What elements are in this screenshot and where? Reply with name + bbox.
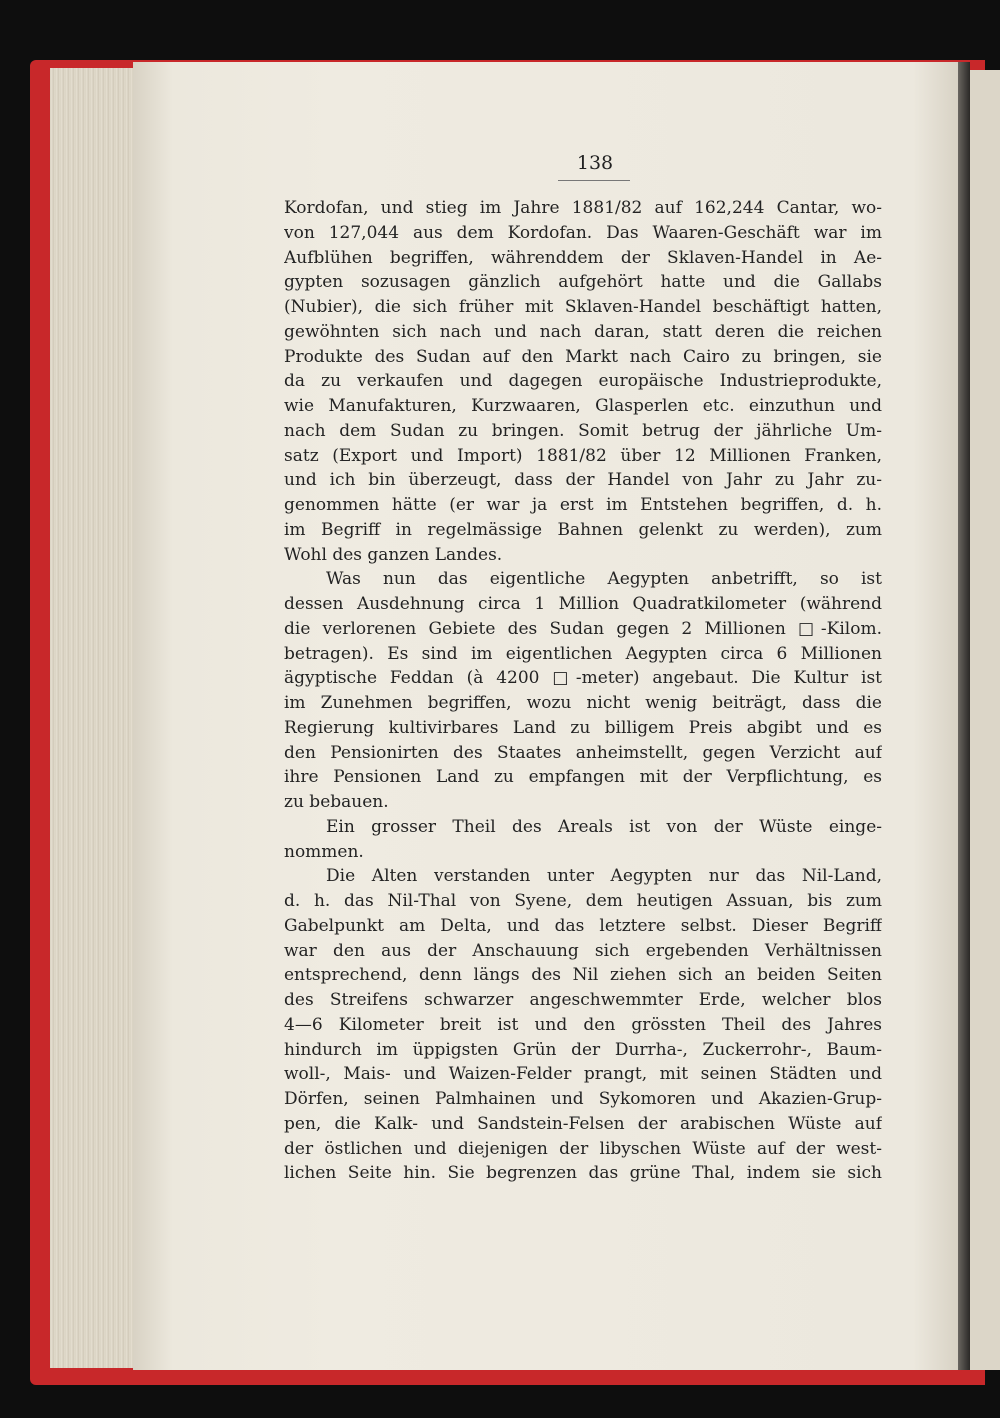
- text-line: entsprechend, denn längs des Nil ziehen sich an beiden Seiten: [284, 965, 882, 986]
- text-line: war den aus der Anschauung sich ergebenden Verhältnissen: [284, 940, 882, 961]
- text-line: den Pensionirten des Staates anheimstellt, gegen Verzicht auf: [284, 742, 882, 763]
- text-line: gewöhnten sich nach und nach daran, statt deren die reichen: [284, 321, 882, 342]
- text-line: Dörfen, seinen Palmhainen und Sykomoren und Akazien-Grup-: [284, 1089, 882, 1109]
- text-line: hindurch im üppigsten Grün der Durrha-, Zuckerrohr-, Baum-: [284, 1039, 882, 1060]
- text-line: betragen). Es sind im eigentlichen Aegypten circa 6 Millionen: [284, 643, 882, 664]
- text-line: im Zunehmen begriffen, wozu nicht wenig beiträgt, dass die: [284, 693, 882, 713]
- text-line: der östlichen und diejenigen der libyschen Wüste auf der west-: [284, 1138, 882, 1159]
- text-line: (Nubier), die sich früher mit Sklaven-Handel beschäftigt hatten,: [284, 297, 882, 317]
- text-line: Produkte des Sudan auf den Markt nach Cairo zu bringen, sie: [284, 346, 882, 367]
- text-line: des Streifens schwarzer angeschwemmter Erde, welcher blos: [284, 990, 882, 1010]
- text-line: Aufblühen begriffen, währenddem der Sklaven-Handel in Ae-: [284, 247, 882, 268]
- text-line: woll-, Mais- und Waizen-Felder prangt, mit seinen Städten und: [284, 1064, 882, 1085]
- text-line: nommen.: [284, 841, 364, 862]
- text-line: genommen hätte (er war ja erst im Entstehen begriffen, d. h.: [284, 495, 882, 515]
- text-line: zu bebauen.: [284, 792, 389, 812]
- page-number: 138: [576, 152, 614, 174]
- page-edges: [50, 68, 135, 1368]
- text-line: im Begriff in regelmässige Bahnen gelenkt zu werden), zum: [284, 519, 882, 540]
- text-line: lichen Seite hin. Sie begrenzen das grüne Thal, indem sie sich: [284, 1163, 882, 1184]
- text-line: dessen Ausdehnung circa 1 Million Quadratkilometer (während: [284, 594, 882, 614]
- text-line: nach dem Sudan zu bringen. Somit betrug der jährliche Um-: [284, 420, 882, 441]
- text-line: ihre Pensionen Land zu empfangen mit der Verpflichtung, es: [284, 767, 882, 788]
- facing-page-edge: [968, 70, 1000, 1370]
- text-line: ägyptische Feddan (à 4200 □-meter) angebaut. Die Kultur ist: [284, 668, 882, 689]
- text-line: die verlorenen Gebiete des Sudan gegen 2 Millionen □-Kilom.: [284, 618, 882, 639]
- text-line: da zu verkaufen und dagegen europäische Industrieprodukte,: [284, 371, 882, 392]
- text-line: Was nun das eigentliche Aegypten anbetrifft, so ist: [326, 569, 882, 590]
- book-gutter: [958, 62, 970, 1370]
- text-line: Regierung kultivirbares Land zu billigem Preis abgibt und es: [284, 717, 882, 738]
- text-line: pen, die Kalk- und Sandstein-Felsen der arabischen Wüste auf: [284, 1113, 882, 1134]
- text-line: Wohl des ganzen Landes.: [284, 544, 503, 565]
- text-line: gypten sozusagen gänzlich aufgehört hatte und die Gallabs: [284, 272, 882, 293]
- page-number-rule: [558, 180, 630, 181]
- text-line: Gabelpunkt am Delta, und das letztere selbst. Dieser Begriff: [284, 915, 882, 936]
- text-line: Ein grosser Theil des Areals ist von der Wüste einge-: [326, 816, 882, 837]
- text-line: von 127,044 aus dem Kordofan. Das Waaren-Geschäft war im: [284, 222, 882, 243]
- text-line: d. h. das Nil-Thal von Syene, dem heutigen Assuan, bis zum: [284, 891, 882, 911]
- text-line: satz (Export und Import) 1881/82 über 12 Millionen Franken,: [284, 445, 882, 466]
- text-line: 4—6 Kilometer breit ist und den grössten Theil des Jahres: [284, 1014, 882, 1035]
- text-line: Die Alten verstanden unter Aegypten nur das Nil-Land,: [326, 866, 882, 887]
- body-text: [284, 196, 882, 1186]
- text-line: und ich bin überzeugt, dass der Handel von Jahr zu Jahr zu-: [284, 470, 882, 491]
- text-line: Kordofan, und stieg im Jahre 1881/82 auf 162,244 Cantar, wo-: [284, 198, 882, 218]
- text-line: wie Manufakturen, Kurzwaaren, Glasperlen etc. einzuthun und: [284, 396, 882, 416]
